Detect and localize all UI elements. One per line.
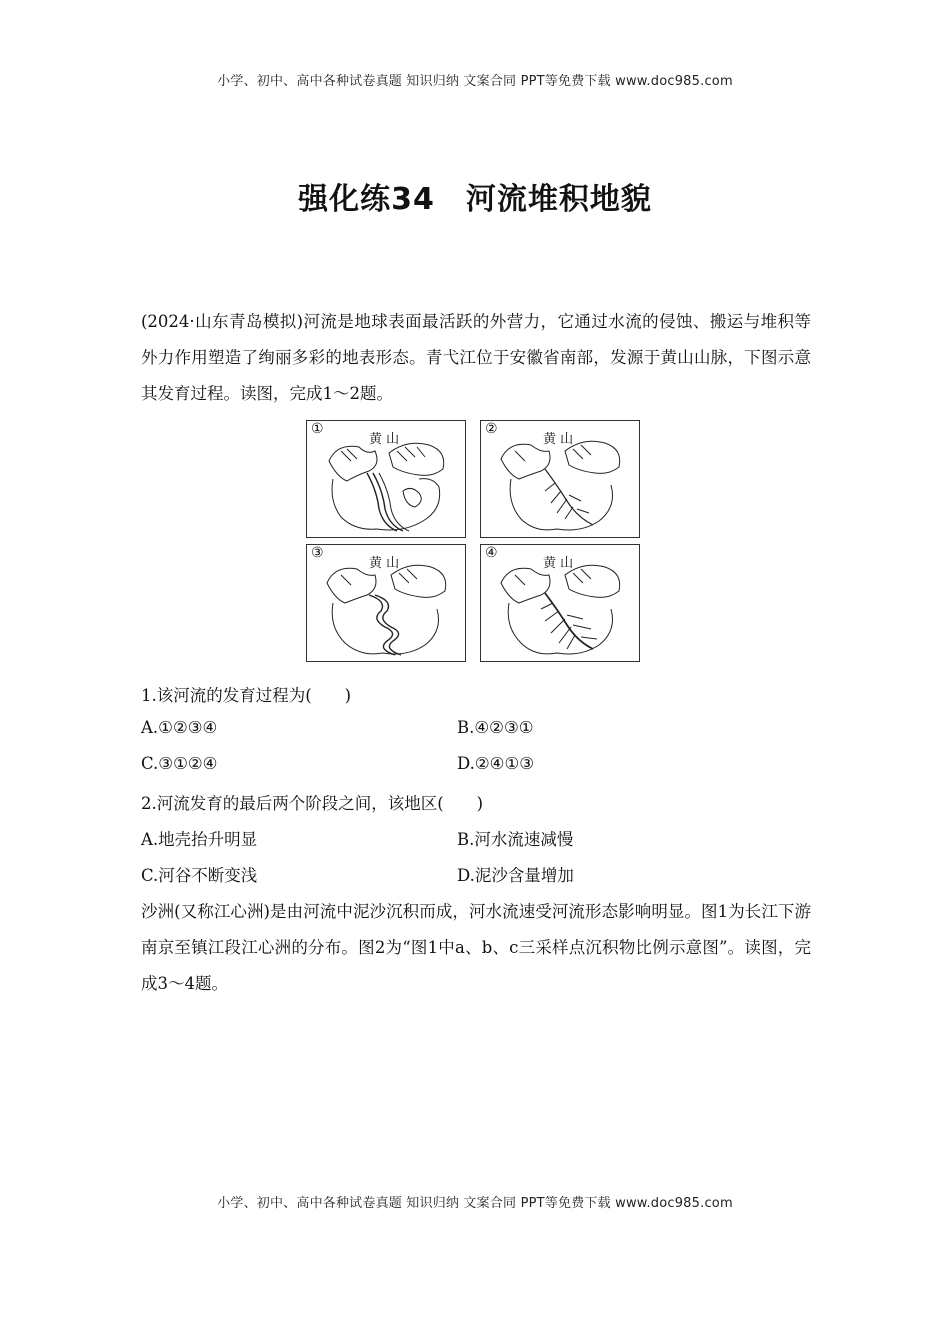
mountain-label: 黄 山: [543, 432, 574, 447]
figure-panel-3: [306, 544, 466, 662]
question-2-option-c[interactable]: C.河谷不断变浅: [141, 866, 258, 885]
question-1-option-d[interactable]: D.②④①③: [457, 754, 535, 773]
question-1-option-c[interactable]: C.③①②④: [141, 754, 218, 773]
question-1-option-b[interactable]: B.④②③①: [457, 718, 534, 737]
panel-number: ①: [311, 421, 324, 437]
figure-panel-2: [480, 420, 640, 538]
mountain-label: 黄 山: [369, 432, 400, 447]
question-2-option-a[interactable]: A.地壳抬升明显: [141, 830, 258, 849]
question-2-stem: 2.河流发育的最后两个阶段之间，该地区( ): [141, 794, 484, 813]
panel-number: ②: [485, 421, 498, 437]
mountain-label: 黄 山: [369, 556, 400, 571]
page-title: 强化练34 河流堆积地貌: [298, 182, 652, 217]
page-header: 小学、初中、高中各种试卷真题 知识归纳 文案合同 PPT等免费下载 www.doc985.com: [217, 74, 733, 89]
panel-number: ④: [485, 545, 498, 561]
river-development-figure: [306, 420, 644, 666]
panel-number: ③: [311, 545, 324, 561]
question-1-stem: 1.该河流的发育过程为( ): [141, 686, 352, 705]
question-1-option-a[interactable]: A.①②③④: [141, 718, 218, 737]
question-intro-2: 沙洲(又称江心洲)是由河流中泥沙沉积而成，河水流速受河流形态影响明显。图1为长江下游南京至镇江段江心洲的分布。图2为“图1中a、b、c三采样点沉积物比例示意图”。读图，完成3～4题。: [141, 902, 811, 993]
page-footer: 小学、初中、高中各种试卷真题 知识归纳 文案合同 PPT等免费下载 www.doc985.com: [217, 1196, 733, 1211]
question-2-option-b[interactable]: B.河水流速减慢: [457, 830, 574, 849]
question-intro-1: (2024·山东青岛模拟)河流是地球表面最活跃的外营力，它通过水流的侵蚀、搬运与堆积等外力作用塑造了绚丽多彩的地表形态。青弋江位于安徽省南部，发源于黄山山脉，下图示意其发育过程。读图，完成1～2题。: [141, 312, 811, 403]
question-2-option-d[interactable]: D.泥沙含量增加: [457, 866, 574, 885]
figure-panel-1: [306, 420, 466, 538]
mountain-label: 黄 山: [543, 556, 574, 571]
figure-panel-4: [480, 544, 640, 662]
